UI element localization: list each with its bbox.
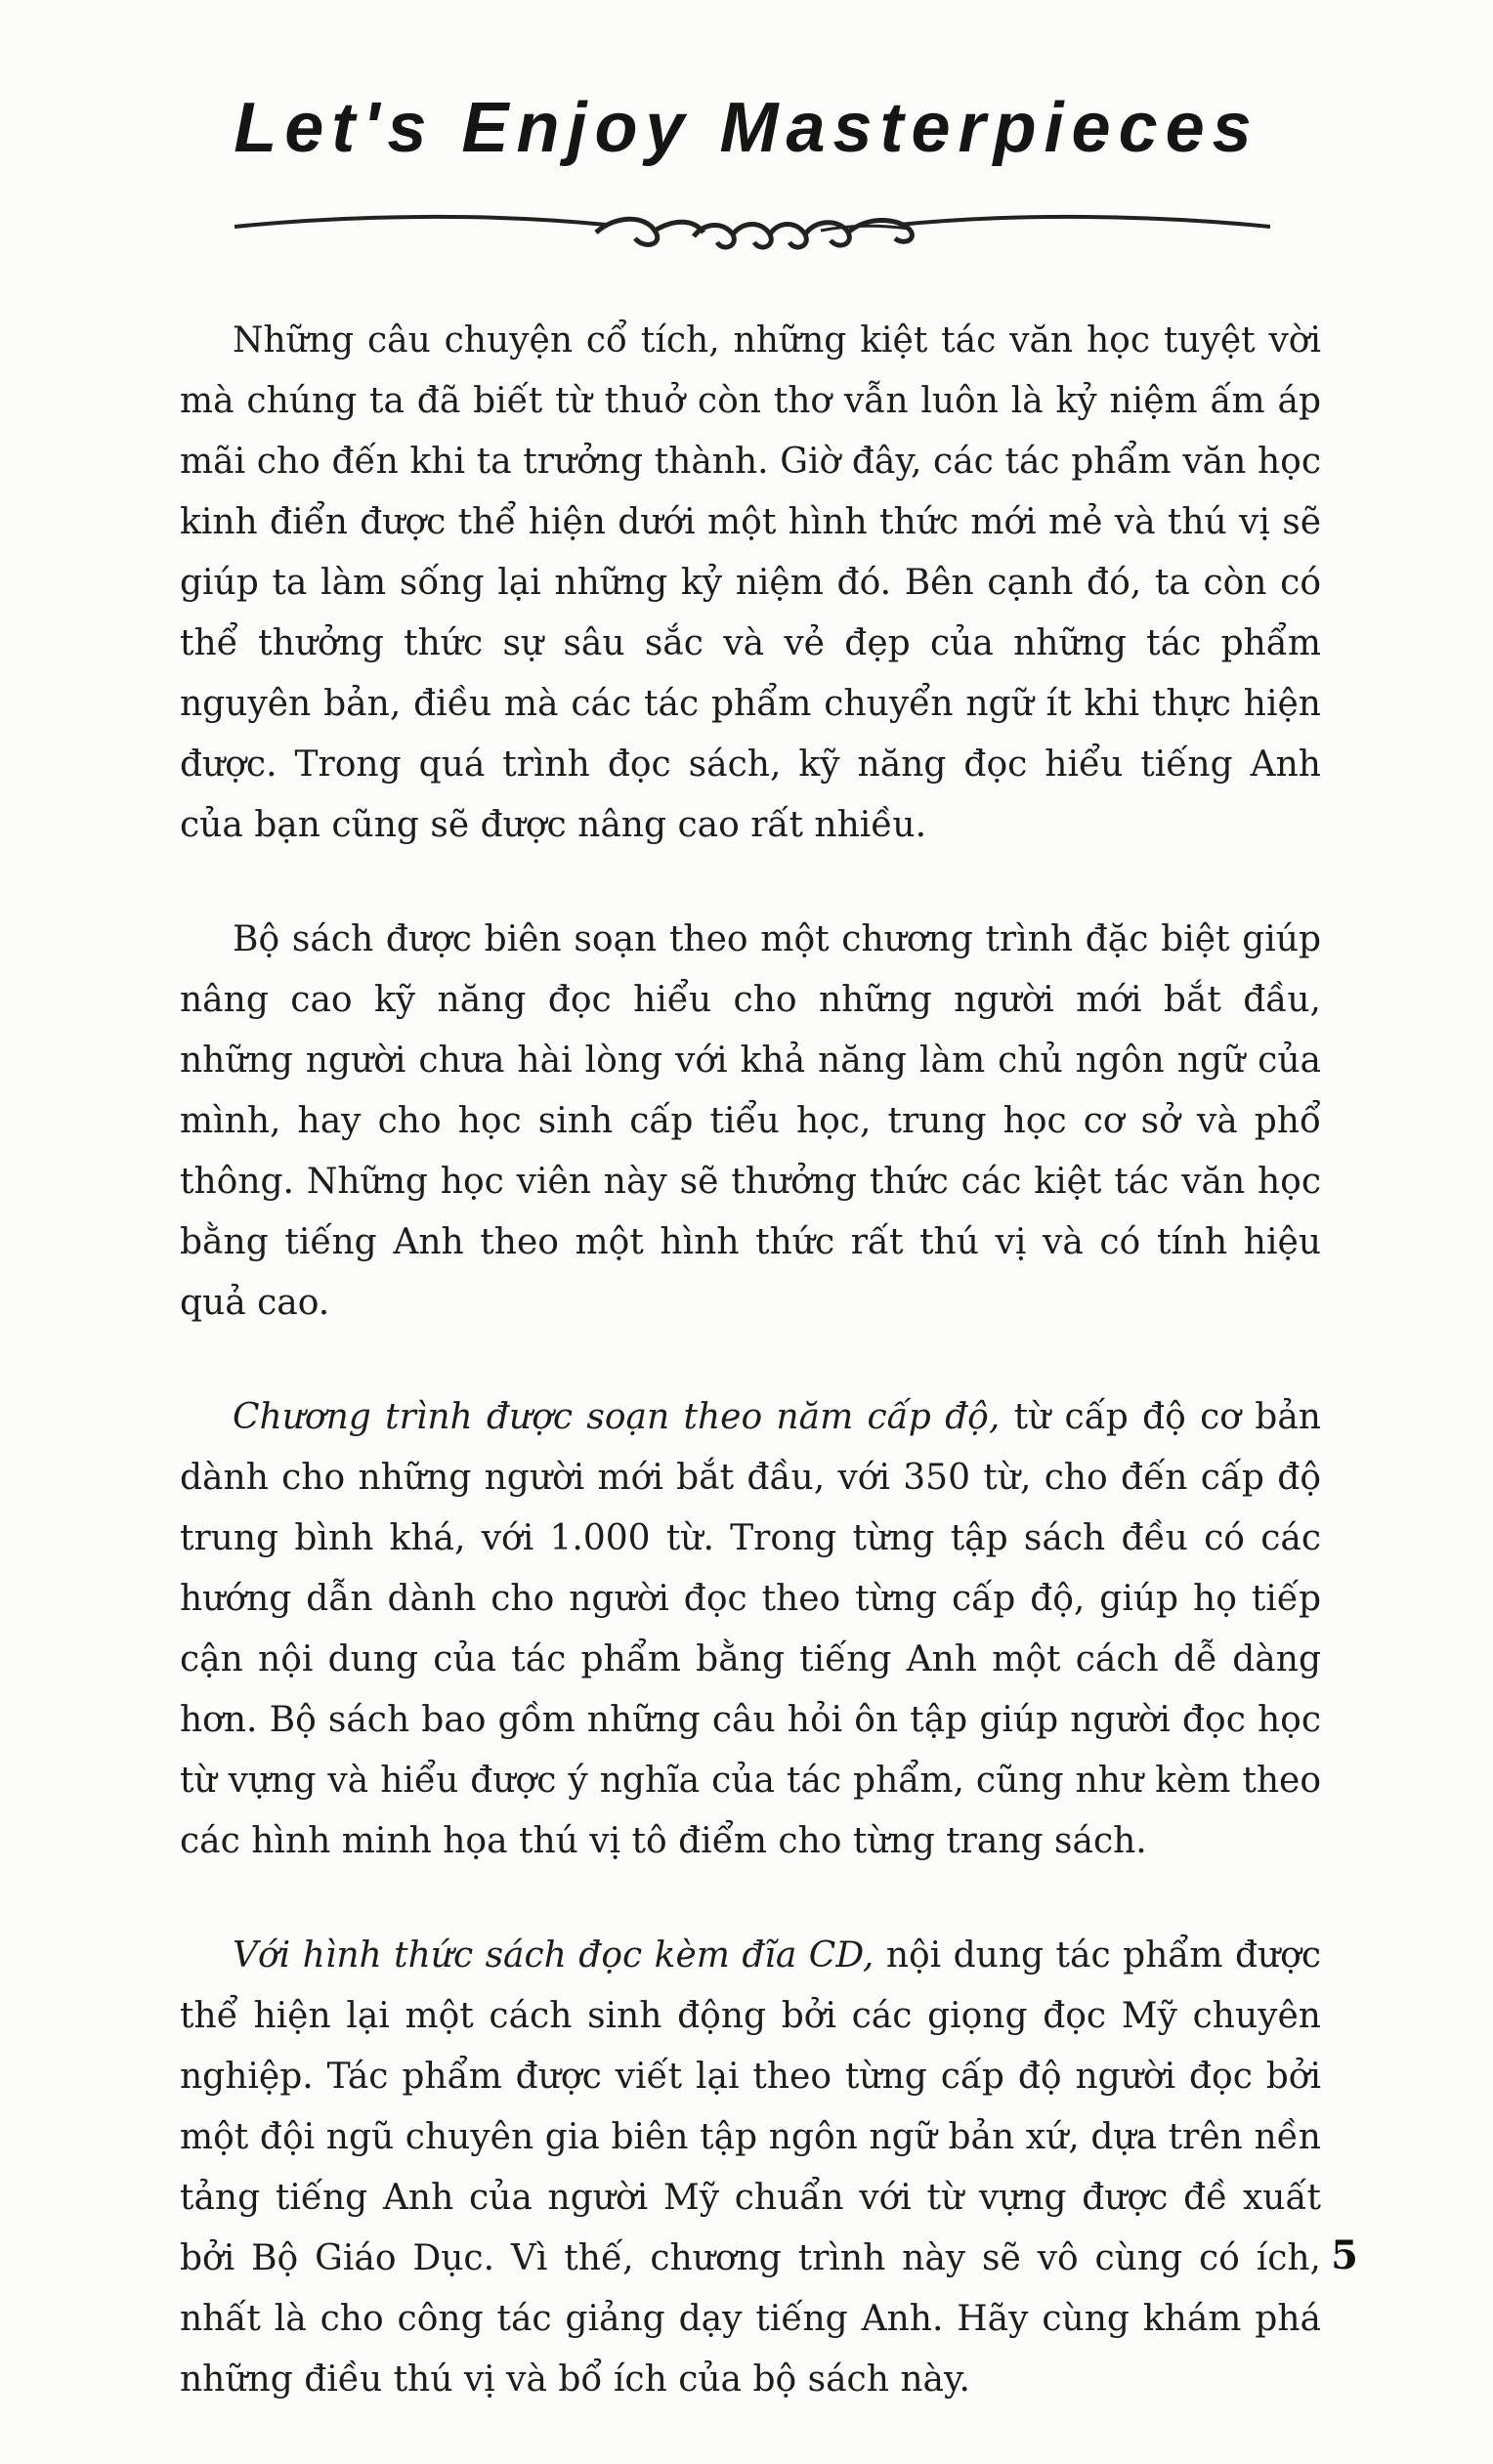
italic-lead: Chương trình được soạn theo năm cấp độ,: [233, 1397, 1001, 1437]
decorative-flourish-divider: [235, 195, 1270, 264]
page-number: 5: [1331, 2232, 1358, 2278]
paragraph-levels: Chương trình được soạn theo năm cấp độ, từ cấp độ cơ bản dành cho những người mới bắt đầu, với 350 từ, cho đến cấp độ trung bình khá, với 1.000 từ. Trong từng tập sách đều có các hướng dẫn dành cho người đọc theo từng cấp độ, giúp họ tiếp cận nội dung của tác phẩm bằng tiếng Anh một cách dễ dàng hơn. Bộ sách bao gồm những câu hỏi ôn tập giúp người đọc học từ vựng và hiểu được ý nghĩa của tác phẩm, cũng như kèm theo các hình minh họa thú vị tô điểm cho từng trang sách.: [180, 1397, 1321, 1861]
page-title: Let's Enjoy Masterpieces: [234, 89, 1259, 167]
article-body: [180, 311, 1321, 2464]
paragraph-audio-cd: Với hình thức sách đọc kèm đĩa CD, nội dung tác phẩm được thể hiện lại một cách sinh động bởi các giọng đọc Mỹ chuyên nghiệp. Tác phẩm được viết lại theo từng cấp độ người đọc bởi một đội ngũ chuyên gia biên tập ngôn ngữ bản xứ, dựa trên nền tảng tiếng Anh của người Mỹ chuẩn với từ vựng được đề xuất bởi Bộ Giáo Dục. Vì thế, chương trình này sẽ vô cùng có ích, nhất là cho công tác giảng dạy tiếng Anh. Hãy cùng khám phá những điều thú vị và bổ ích của bộ sách này.: [180, 1935, 1322, 2400]
italic-lead: Với hình thức sách đọc kèm đĩa CD,: [233, 1935, 874, 1975]
paragraph-program: Bộ sách được biên soạn theo một chương trình đặc biệt giúp nâng cao kỹ năng đọc hiểu cho những người mới bắt đầu, những người chưa hài lòng với khả năng làm chủ ngôn ngữ của mình, hay cho học sinh cấp tiểu học, trung học cơ sở và phổ thông. Những học viên này sẽ thưởng thức các kiệt tác văn học bằng tiếng Anh theo một hình thức rất thú vị và có tính hiệu quả cao.: [180, 919, 1321, 1323]
paragraph-intro: Những câu chuyện cổ tích, những kiệt tác văn học tuyệt vời mà chúng ta đã biết từ thuở còn thơ vẫn luôn là kỷ niệm ấm áp mãi cho đến khi ta trưởng thành. Giờ đây, các tác phẩm văn học kinh điển được thể hiện dưới một hình thức mới mẻ và thú vị sẽ giúp ta làm sống lại những kỷ niệm đó. Bên cạnh đó, ta còn có thể thưởng thức sự sâu sắc và vẻ đẹp của những tác phẩm nguyên bản, điều mà các tác phẩm chuyển ngữ ít khi thực hiện được. Trong quá trình đọc sách, kỹ năng đọc hiểu tiếng Anh của bạn cũng sẽ được nâng cao rất nhiều.: [180, 320, 1321, 845]
